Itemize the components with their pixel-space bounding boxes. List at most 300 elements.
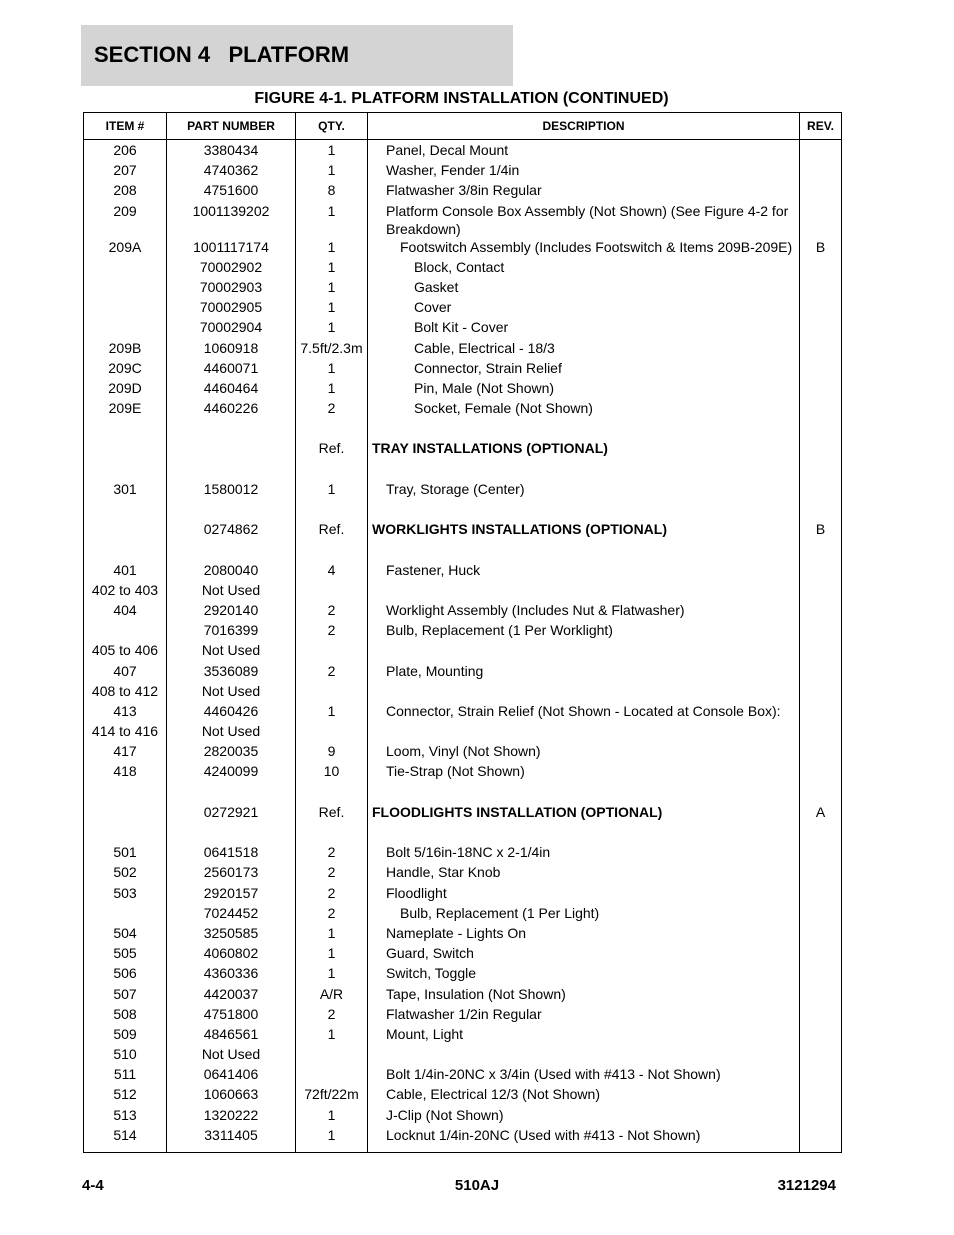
description-cell: Flatwasher 3/8in Regular (368, 181, 800, 201)
table-row (84, 520, 842, 540)
part-number-cell: 3250585 (167, 924, 296, 944)
part-number-cell (167, 540, 296, 560)
table-row (84, 581, 842, 601)
description-cell (368, 419, 800, 439)
table-row (84, 601, 842, 621)
revision-cell (800, 662, 842, 682)
part-number-cell: 3380434 (167, 140, 296, 162)
quantity-cell (296, 682, 368, 702)
revision-cell (800, 500, 842, 520)
table-row (84, 540, 842, 560)
revision-cell (800, 258, 842, 278)
figure-title: FIGURE 4-1. PLATFORM INSTALLATION (CONTINUED) (254, 90, 669, 107)
item-number-cell (84, 500, 167, 520)
part-number-cell (167, 500, 296, 520)
table-row (84, 924, 842, 944)
quantity-cell (296, 500, 368, 520)
description-cell: WORKLIGHTS INSTALLATIONS (OPTIONAL) (368, 520, 800, 540)
quantity-cell: 8 (296, 181, 368, 201)
description-cell: Bolt Kit - Cover (368, 318, 800, 338)
description-cell: Washer, Fender 1/4in (368, 161, 800, 181)
table-row (84, 783, 842, 803)
quantity-cell: Ref. (296, 439, 368, 459)
quantity-cell: 1 (296, 278, 368, 298)
table-row (84, 359, 842, 379)
section-banner (81, 25, 513, 86)
description-cell (368, 722, 800, 742)
part-number-cell: 7016399 (167, 621, 296, 641)
quantity-cell: 1 (296, 379, 368, 399)
quantity-cell: 2 (296, 662, 368, 682)
table-row (84, 161, 842, 181)
part-number-cell: 3311405 (167, 1126, 296, 1153)
quantity-cell (296, 460, 368, 480)
part-number-cell: 1580012 (167, 480, 296, 500)
revision-cell (800, 964, 842, 984)
part-number-cell: Not Used (167, 722, 296, 742)
item-number-cell: 301 (84, 480, 167, 500)
table-row (84, 258, 842, 278)
quantity-cell: 72ft/22m (296, 1085, 368, 1105)
item-number-cell: 404 (84, 601, 167, 621)
revision-cell (800, 762, 842, 782)
part-number-cell: 0641406 (167, 1065, 296, 1085)
part-number-cell: 70002902 (167, 258, 296, 278)
revision-cell (800, 1025, 842, 1045)
footer-page-number: 4-4 (82, 1177, 104, 1194)
quantity-cell (296, 783, 368, 803)
description-cell (368, 460, 800, 480)
part-number-cell: 2920157 (167, 884, 296, 904)
revision-cell (800, 823, 842, 843)
column-header-item: ITEM # (84, 113, 167, 140)
item-number-cell (84, 904, 167, 924)
part-number-cell: Not Used (167, 1045, 296, 1065)
description-cell (368, 581, 800, 601)
table-row (84, 500, 842, 520)
table-row (84, 318, 842, 338)
part-number-cell: 1001139202 (167, 202, 296, 238)
quantity-cell: 1 (296, 258, 368, 278)
revision-cell (800, 161, 842, 181)
revision-cell (800, 460, 842, 480)
table-row (84, 1025, 842, 1045)
table-row (84, 964, 842, 984)
table-row (84, 641, 842, 661)
description-cell: Connector, Strain Relief (368, 359, 800, 379)
description-cell: Locknut 1/4in-20NC (Used with #413 - Not Shown) (368, 1126, 800, 1153)
quantity-cell: 2 (296, 601, 368, 621)
revision-cell (800, 1065, 842, 1085)
item-number-cell: 414 to 416 (84, 722, 167, 742)
item-number-cell: 503 (84, 884, 167, 904)
section-title: SECTION 4 PLATFORM (94, 42, 350, 67)
revision-cell (800, 924, 842, 944)
part-number-cell: 3536089 (167, 662, 296, 682)
quantity-cell: 1 (296, 924, 368, 944)
revision-cell (800, 863, 842, 883)
revision-cell (800, 581, 842, 601)
item-number-cell: 418 (84, 762, 167, 782)
quantity-cell (296, 581, 368, 601)
quantity-cell: 7.5ft/2.3m (296, 339, 368, 359)
table-row (84, 762, 842, 782)
table-row (84, 238, 842, 258)
table-row (84, 884, 842, 904)
revision-cell (800, 1085, 842, 1105)
revision-cell (800, 843, 842, 863)
part-number-cell: 70002904 (167, 318, 296, 338)
table-row (84, 1045, 842, 1065)
revision-cell (800, 1005, 842, 1025)
description-cell: Connector, Strain Relief (Not Shown - Located at Console Box): (368, 702, 800, 722)
part-number-cell (167, 419, 296, 439)
quantity-cell: 2 (296, 1005, 368, 1025)
quantity-cell: 1 (296, 202, 368, 238)
quantity-cell (296, 1045, 368, 1065)
item-number-cell: 209C (84, 359, 167, 379)
column-header-part-number: PART NUMBER (167, 113, 296, 140)
quantity-cell: 1 (296, 1106, 368, 1126)
revision-cell (800, 1126, 842, 1153)
item-number-cell (84, 460, 167, 480)
part-number-cell: 2560173 (167, 863, 296, 883)
quantity-cell: 1 (296, 359, 368, 379)
part-number-cell: 70002905 (167, 298, 296, 318)
table-row (84, 399, 842, 419)
footer-model: 510AJ (454, 1177, 500, 1194)
part-number-cell: Not Used (167, 682, 296, 702)
item-number-cell: 401 (84, 561, 167, 581)
revision-cell (800, 722, 842, 742)
item-number-cell: 209B (84, 339, 167, 359)
description-cell: Bulb, Replacement (1 Per Light) (368, 904, 800, 924)
part-number-cell: 1320222 (167, 1106, 296, 1126)
quantity-cell: 1 (296, 318, 368, 338)
revision-cell (800, 181, 842, 201)
quantity-cell: 1 (296, 1025, 368, 1045)
table-row (84, 702, 842, 722)
table-row (84, 140, 842, 162)
item-number-cell: 407 (84, 662, 167, 682)
description-cell: Guard, Switch (368, 944, 800, 964)
description-cell: Floodlight (368, 884, 800, 904)
item-number-cell: 512 (84, 1085, 167, 1105)
quantity-cell: Ref. (296, 520, 368, 540)
item-number-cell: 408 to 412 (84, 682, 167, 702)
revision-cell (800, 298, 842, 318)
description-cell: Worklight Assembly (Includes Nut & Flatwasher) (368, 601, 800, 621)
item-number-cell: 514 (84, 1126, 167, 1153)
part-number-cell: 0641518 (167, 843, 296, 863)
revision-cell (800, 419, 842, 439)
description-cell: Mount, Light (368, 1025, 800, 1045)
description-cell: Nameplate - Lights On (368, 924, 800, 944)
item-number-cell (84, 419, 167, 439)
quantity-cell: 1 (296, 298, 368, 318)
item-number-cell: 510 (84, 1045, 167, 1065)
description-cell (368, 641, 800, 661)
part-number-cell: 4751800 (167, 1005, 296, 1025)
revision-cell (800, 742, 842, 762)
table-row (84, 298, 842, 318)
description-cell (368, 500, 800, 520)
table-row (84, 1065, 842, 1085)
part-number-cell: 0272921 (167, 803, 296, 823)
revision-cell (800, 202, 842, 238)
part-number-cell: 4740362 (167, 161, 296, 181)
table-row (84, 843, 842, 863)
description-cell: Bolt 5/16in-18NC x 2-1/4in (368, 843, 800, 863)
table-row (84, 1126, 842, 1153)
table-row (84, 944, 842, 964)
revision-cell (800, 783, 842, 803)
revision-cell (800, 140, 842, 162)
revision-cell: A (800, 803, 842, 823)
item-number-cell (84, 823, 167, 843)
table-row (84, 904, 842, 924)
part-number-cell: 2080040 (167, 561, 296, 581)
item-number-cell: 206 (84, 140, 167, 162)
item-number-cell: 209E (84, 399, 167, 419)
description-cell: Tray, Storage (Center) (368, 480, 800, 500)
item-number-cell (84, 439, 167, 459)
part-number-cell: 4060802 (167, 944, 296, 964)
quantity-cell: 2 (296, 621, 368, 641)
part-number-cell: Not Used (167, 641, 296, 661)
part-number-cell: 4360336 (167, 964, 296, 984)
table-row (84, 662, 842, 682)
quantity-cell: A/R (296, 985, 368, 1005)
part-number-cell: 7024452 (167, 904, 296, 924)
revision-cell (800, 540, 842, 560)
revision-cell (800, 480, 842, 500)
description-cell: Plate, Mounting (368, 662, 800, 682)
table-row (84, 181, 842, 201)
description-cell (368, 1045, 800, 1065)
column-header-rev: REV. (800, 113, 842, 140)
table-row (84, 1085, 842, 1105)
table-row (84, 460, 842, 480)
item-number-cell (84, 803, 167, 823)
revision-cell (800, 985, 842, 1005)
revision-cell (800, 641, 842, 661)
table-row (84, 278, 842, 298)
item-number-cell: 402 to 403 (84, 581, 167, 601)
table-row (84, 561, 842, 581)
revision-cell (800, 359, 842, 379)
description-cell: Tape, Insulation (Not Shown) (368, 985, 800, 1005)
item-number-cell: 513 (84, 1106, 167, 1126)
item-number-cell: 209A (84, 238, 167, 258)
quantity-cell: 2 (296, 399, 368, 419)
item-number-cell: 509 (84, 1025, 167, 1045)
description-cell: Gasket (368, 278, 800, 298)
revision-cell (800, 318, 842, 338)
revision-cell (800, 621, 842, 641)
revision-cell (800, 702, 842, 722)
quantity-cell: 1 (296, 161, 368, 181)
description-cell: TRAY INSTALLATIONS (OPTIONAL) (368, 439, 800, 459)
part-number-cell: 4460071 (167, 359, 296, 379)
part-number-cell: 4420037 (167, 985, 296, 1005)
description-cell (368, 783, 800, 803)
description-cell: Flatwasher 1/2in Regular (368, 1005, 800, 1025)
item-number-cell: 502 (84, 863, 167, 883)
quantity-cell: 4 (296, 561, 368, 581)
quantity-cell: 10 (296, 762, 368, 782)
quantity-cell (296, 1065, 368, 1085)
quantity-cell: 1 (296, 140, 368, 162)
column-header-qty: QTY. (296, 113, 368, 140)
table-row (84, 439, 842, 459)
quantity-cell: 1 (296, 964, 368, 984)
quantity-cell (296, 722, 368, 742)
part-number-cell: 2920140 (167, 601, 296, 621)
item-number-cell: 504 (84, 924, 167, 944)
table-row (84, 722, 842, 742)
part-number-cell (167, 439, 296, 459)
part-number-cell (167, 823, 296, 843)
quantity-cell: 1 (296, 702, 368, 722)
table-row (84, 863, 842, 883)
quantity-cell: 1 (296, 944, 368, 964)
revision-cell: B (800, 238, 842, 258)
revision-cell (800, 439, 842, 459)
description-cell: Pin, Male (Not Shown) (368, 379, 800, 399)
part-number-cell: 1060918 (167, 339, 296, 359)
quantity-cell (296, 641, 368, 661)
table-row (84, 823, 842, 843)
description-cell (368, 823, 800, 843)
table-row (84, 339, 842, 359)
item-number-cell (84, 520, 167, 540)
description-cell: Loom, Vinyl (Not Shown) (368, 742, 800, 762)
item-number-cell: 405 to 406 (84, 641, 167, 661)
description-cell: FLOODLIGHTS INSTALLATION (OPTIONAL) (368, 803, 800, 823)
quantity-cell: 9 (296, 742, 368, 762)
part-number-cell: 4460464 (167, 379, 296, 399)
part-number-cell: 4846561 (167, 1025, 296, 1045)
quantity-cell: 1 (296, 480, 368, 500)
item-number-cell: 501 (84, 843, 167, 863)
revision-cell (800, 1045, 842, 1065)
part-number-cell: 1060663 (167, 1085, 296, 1105)
quantity-cell: Ref. (296, 803, 368, 823)
table-row (84, 1106, 842, 1126)
item-number-cell: 413 (84, 702, 167, 722)
part-number-cell: 4460226 (167, 399, 296, 419)
parts-table-body (84, 140, 842, 1153)
item-number-cell: 209D (84, 379, 167, 399)
quantity-cell: 1 (296, 238, 368, 258)
revision-cell (800, 278, 842, 298)
item-number-cell: 511 (84, 1065, 167, 1085)
revision-cell (800, 399, 842, 419)
quantity-cell: 1 (296, 1126, 368, 1153)
quantity-cell: 2 (296, 843, 368, 863)
item-number-cell (84, 540, 167, 560)
item-number-cell: 209 (84, 202, 167, 238)
revision-cell (800, 682, 842, 702)
description-cell: Socket, Female (Not Shown) (368, 399, 800, 419)
revision-cell (800, 884, 842, 904)
item-number-cell: 507 (84, 985, 167, 1005)
part-number-cell: 4751600 (167, 181, 296, 201)
description-cell: Block, Contact (368, 258, 800, 278)
table-row (84, 682, 842, 702)
part-number-cell: 1001117174 (167, 238, 296, 258)
description-cell: Switch, Toggle (368, 964, 800, 984)
item-number-cell (84, 298, 167, 318)
description-cell: Platform Console Box Assembly (Not Shown) (See Figure 4-2 for Breakdown) (368, 202, 800, 238)
part-number-cell (167, 783, 296, 803)
part-number-cell: 0274862 (167, 520, 296, 540)
description-cell: Handle, Star Knob (368, 863, 800, 883)
table-row (84, 1005, 842, 1025)
description-cell (368, 540, 800, 560)
quantity-cell (296, 540, 368, 560)
item-number-cell (84, 783, 167, 803)
table-row (84, 202, 842, 238)
description-cell: Tie-Strap (Not Shown) (368, 762, 800, 782)
revision-cell (800, 339, 842, 359)
table-row (84, 379, 842, 399)
description-cell: Cover (368, 298, 800, 318)
part-number-cell: 70002903 (167, 278, 296, 298)
description-cell: Cable, Electrical - 18/3 (368, 339, 800, 359)
item-number-cell: 508 (84, 1005, 167, 1025)
table-row (84, 480, 842, 500)
item-number-cell: 417 (84, 742, 167, 762)
revision-cell: B (800, 520, 842, 540)
item-number-cell: 208 (84, 181, 167, 201)
table-header-row (84, 113, 842, 140)
table-row (84, 985, 842, 1005)
description-cell: J-Clip (Not Shown) (368, 1106, 800, 1126)
revision-cell (800, 904, 842, 924)
item-number-cell (84, 318, 167, 338)
table-row (84, 742, 842, 762)
column-header-description: DESCRIPTION (368, 113, 800, 140)
quantity-cell: 2 (296, 884, 368, 904)
revision-cell (800, 379, 842, 399)
quantity-cell: 2 (296, 904, 368, 924)
part-number-cell: Not Used (167, 581, 296, 601)
table-row (84, 419, 842, 439)
part-number-cell (167, 460, 296, 480)
description-cell: Panel, Decal Mount (368, 140, 800, 162)
description-cell: Bulb, Replacement (1 Per Worklight) (368, 621, 800, 641)
item-number-cell: 505 (84, 944, 167, 964)
item-number-cell (84, 621, 167, 641)
description-cell (368, 682, 800, 702)
part-number-cell: 2820035 (167, 742, 296, 762)
quantity-cell: 2 (296, 863, 368, 883)
quantity-cell (296, 419, 368, 439)
footer-doc-number: 3121294 (777, 1177, 836, 1194)
item-number-cell: 207 (84, 161, 167, 181)
item-number-cell (84, 258, 167, 278)
part-number-cell: 4460426 (167, 702, 296, 722)
item-number-cell (84, 278, 167, 298)
quantity-cell (296, 823, 368, 843)
revision-cell (800, 944, 842, 964)
description-cell: Cable, Electrical 12/3 (Not Shown) (368, 1085, 800, 1105)
description-cell: Bolt 1/4in-20NC x 3/4in (Used with #413 - Not Shown) (368, 1065, 800, 1085)
table-row (84, 621, 842, 641)
revision-cell (800, 1106, 842, 1126)
